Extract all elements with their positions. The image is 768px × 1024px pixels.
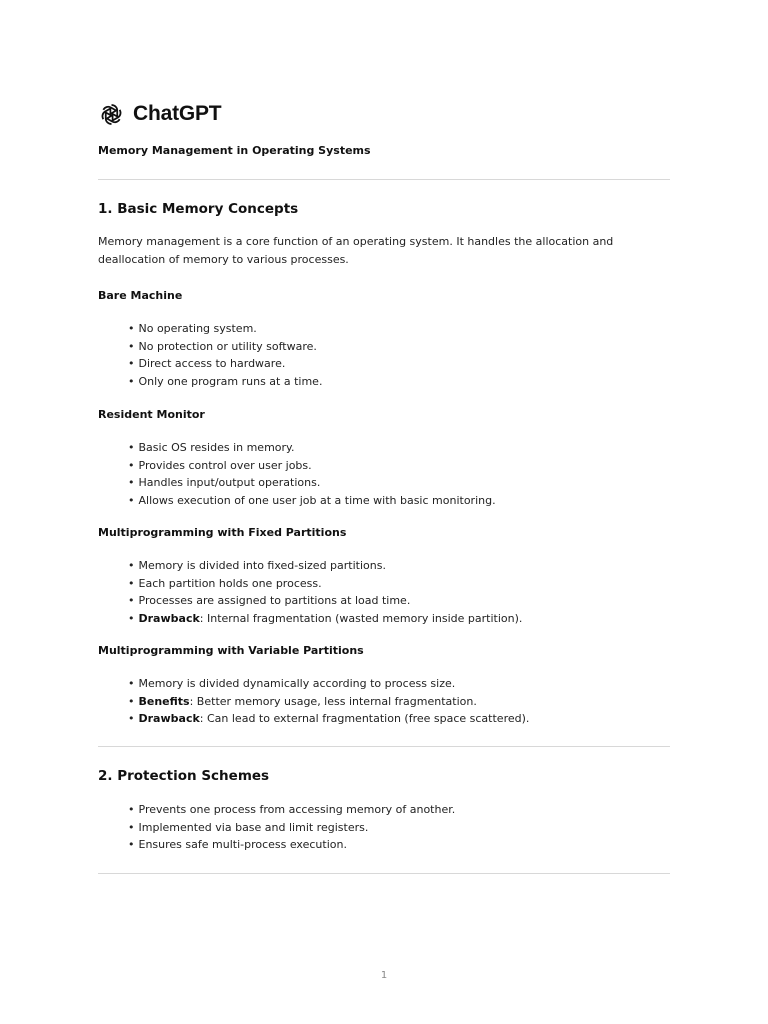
section-heading: 2. Protection Schemes [98,768,270,784]
document-title: Memory Management in Operating Systems [98,144,371,157]
subsection-heading: Multiprogramming with Fixed Partitions [98,526,347,539]
list-item: • Only one program runs at a time. [128,374,323,388]
divider [98,179,670,180]
list-item: • Ensures safe multi-process execution. [128,838,347,852]
bullet-list [128,439,496,509]
subsection-heading: Multiprogramming with Variable Partitions [98,644,364,657]
list-item: • Implemented via base and limit registers. [128,820,369,834]
list-item: • Drawback: Can lead to external fragmentation (free space scattered). [128,712,530,726]
list-item: • Benefits: Better memory usage, less internal fragmentation. [128,694,477,708]
list-item: • Prevents one process from accessing memory of another. [128,803,456,816]
openai-logo-icon [98,101,125,128]
list-item: • Handles input/output operations. [128,476,321,490]
list-item: • Drawback: Internal fragmentation (wasted memory inside partition). [128,611,523,625]
section-heading: 1. Basic Memory Concepts [98,201,299,217]
list-item: • Allows execution of one user job at a time with basic monitoring. [128,493,496,507]
bullet-list [128,320,322,390]
list-item: • No protection or utility software. [128,339,317,353]
list-item: • No operating system. [128,322,257,335]
subsection-heading: Bare Machine [98,289,183,302]
brand-name: ChatGPT [133,102,222,125]
brand-header [98,99,221,129]
page-number: 1 [380,970,388,981]
list-item: • Provides control over user jobs. [128,458,312,472]
list-item: • Memory is divided dynamically according to process size. [128,677,456,690]
bullet-list [128,557,522,627]
list-item: • Direct access to hardware. [128,357,286,371]
subsection-heading: Resident Monitor [98,408,205,421]
bullet-list [128,801,455,854]
divider [98,746,670,747]
divider [98,873,670,874]
bullet-list [128,675,529,728]
list-item: • Each partition holds one process. [128,576,322,590]
list-item: • Memory is divided into fixed-sized partitions. [128,559,386,572]
list-item: • Processes are assigned to partitions at load time. [128,594,411,608]
section-intro: Memory management is a core function of an operating system. It handles the allocation and deallocation of memory to various processes. [98,235,614,266]
list-item: • Basic OS resides in memory. [128,441,295,454]
